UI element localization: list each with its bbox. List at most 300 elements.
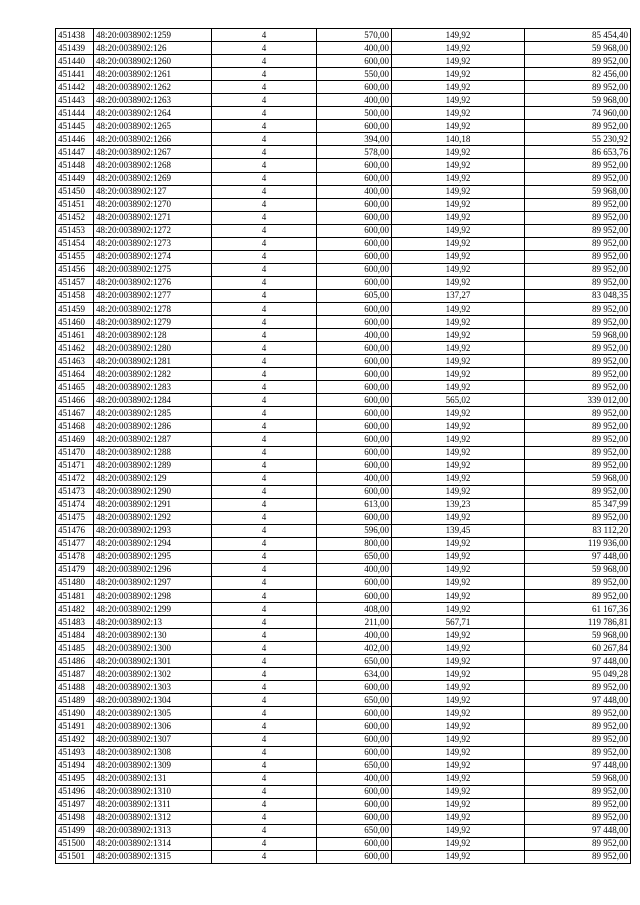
area-value-cell: 600,00 bbox=[317, 407, 392, 420]
cadastral-number-cell: 48:20:0038902:1300 bbox=[94, 642, 212, 655]
cadastral-number-cell: 48:20:0038902:1292 bbox=[94, 511, 212, 524]
table-row bbox=[56, 329, 631, 342]
table-row bbox=[56, 511, 631, 524]
area-value-cell: 600,00 bbox=[317, 590, 392, 603]
table-body bbox=[56, 29, 631, 864]
table-row bbox=[56, 824, 631, 837]
cadastral-value-cell: 89 952,00 bbox=[525, 159, 631, 172]
cadastral-value-cell: 97 448,00 bbox=[525, 694, 631, 707]
table-row bbox=[56, 655, 631, 668]
area-value-cell: 600,00 bbox=[317, 446, 392, 459]
row-number-cell: 451490 bbox=[56, 707, 94, 720]
row-number-cell: 451463 bbox=[56, 355, 94, 368]
area-value-cell: 400,00 bbox=[317, 563, 392, 576]
cadastral-number-cell: 48:20:0038902:128 bbox=[94, 329, 212, 342]
table-row bbox=[56, 603, 631, 616]
row-number-cell: 451438 bbox=[56, 29, 94, 42]
row-number-cell: 451486 bbox=[56, 655, 94, 668]
table-row bbox=[56, 68, 631, 81]
area-value-cell: 408,00 bbox=[317, 603, 392, 616]
table-row bbox=[56, 485, 631, 498]
area-value-cell: 600,00 bbox=[317, 433, 392, 446]
cadastral-number-cell: 48:20:0038902:1287 bbox=[94, 433, 212, 446]
cadastral-number-cell: 48:20:0038902:1305 bbox=[94, 707, 212, 720]
cadastral-value-cell: 89 952,00 bbox=[525, 211, 631, 224]
row-number-cell: 451464 bbox=[56, 368, 94, 381]
cadastral-number-cell: 48:20:0038902:1308 bbox=[94, 746, 212, 759]
category-code-cell: 4 bbox=[212, 629, 317, 642]
category-code-cell: 4 bbox=[212, 433, 317, 446]
rate-value-cell: 149,92 bbox=[392, 707, 525, 720]
rate-value-cell: 149,92 bbox=[392, 368, 525, 381]
rate-value-cell: 567,71 bbox=[392, 616, 525, 629]
category-code-cell: 4 bbox=[212, 655, 317, 668]
rate-value-cell: 149,92 bbox=[392, 446, 525, 459]
area-value-cell: 600,00 bbox=[317, 837, 392, 850]
rate-value-cell: 149,92 bbox=[392, 263, 525, 276]
category-code-cell: 4 bbox=[212, 172, 317, 185]
rate-value-cell: 149,92 bbox=[392, 681, 525, 694]
row-number-cell: 451479 bbox=[56, 563, 94, 576]
area-value-cell: 550,00 bbox=[317, 68, 392, 81]
cadastral-value-cell: 89 952,00 bbox=[525, 837, 631, 850]
cadastral-value-cell: 89 952,00 bbox=[525, 224, 631, 237]
rate-value-cell: 149,92 bbox=[392, 355, 525, 368]
category-code-cell: 4 bbox=[212, 576, 317, 589]
rate-value-cell: 565,02 bbox=[392, 394, 525, 407]
rate-value-cell: 149,92 bbox=[392, 746, 525, 759]
table-row bbox=[56, 459, 631, 472]
table-row bbox=[56, 746, 631, 759]
cadastral-value-cell: 89 952,00 bbox=[525, 237, 631, 250]
category-code-cell: 4 bbox=[212, 563, 317, 576]
cadastral-value-cell: 55 230,92 bbox=[525, 133, 631, 146]
cadastral-value-cell: 89 952,00 bbox=[525, 250, 631, 263]
cadastral-value-cell: 89 952,00 bbox=[525, 81, 631, 94]
row-number-cell: 451457 bbox=[56, 276, 94, 289]
rate-value-cell: 149,92 bbox=[392, 29, 525, 42]
cadastral-number-cell: 48:20:0038902:1266 bbox=[94, 133, 212, 146]
row-number-cell: 451466 bbox=[56, 394, 94, 407]
cadastral-value-cell: 89 952,00 bbox=[525, 316, 631, 329]
cadastral-value-cell: 89 952,00 bbox=[525, 368, 631, 381]
category-code-cell: 4 bbox=[212, 29, 317, 42]
table-row bbox=[56, 381, 631, 394]
category-code-cell: 4 bbox=[212, 81, 317, 94]
cadastral-value-cell: 85 347,99 bbox=[525, 498, 631, 511]
cadastral-number-cell: 48:20:0038902:1280 bbox=[94, 342, 212, 355]
row-number-cell: 451440 bbox=[56, 55, 94, 68]
rate-value-cell: 149,92 bbox=[392, 68, 525, 81]
row-number-cell: 451450 bbox=[56, 185, 94, 198]
category-code-cell: 4 bbox=[212, 537, 317, 550]
cadastral-number-cell: 48:20:0038902:1306 bbox=[94, 720, 212, 733]
rate-value-cell: 149,92 bbox=[392, 668, 525, 681]
cadastral-number-cell: 48:20:0038902:1307 bbox=[94, 733, 212, 746]
cadastral-value-cell: 85 454,40 bbox=[525, 29, 631, 42]
table-row bbox=[56, 42, 631, 55]
cadastral-number-cell: 48:20:0038902:1304 bbox=[94, 694, 212, 707]
row-number-cell: 451482 bbox=[56, 603, 94, 616]
area-value-cell: 600,00 bbox=[317, 55, 392, 68]
cadastral-number-cell: 48:20:0038902:1275 bbox=[94, 263, 212, 276]
row-number-cell: 451468 bbox=[56, 420, 94, 433]
row-number-cell: 451467 bbox=[56, 407, 94, 420]
rate-value-cell: 149,92 bbox=[392, 798, 525, 811]
row-number-cell: 451494 bbox=[56, 759, 94, 772]
table-row bbox=[56, 368, 631, 381]
category-code-cell: 4 bbox=[212, 237, 317, 250]
cadastral-number-cell: 48:20:0038902:129 bbox=[94, 472, 212, 485]
row-number-cell: 451480 bbox=[56, 576, 94, 589]
cadastral-value-cell: 97 448,00 bbox=[525, 759, 631, 772]
cadastral-number-cell: 48:20:0038902:1286 bbox=[94, 420, 212, 433]
row-number-cell: 451495 bbox=[56, 772, 94, 785]
area-value-cell: 600,00 bbox=[317, 276, 392, 289]
cadastral-value-cell: 119 936,00 bbox=[525, 537, 631, 550]
area-value-cell: 211,00 bbox=[317, 616, 392, 629]
cadastral-value-cell: 89 952,00 bbox=[525, 681, 631, 694]
rate-value-cell: 149,92 bbox=[392, 511, 525, 524]
row-number-cell: 451501 bbox=[56, 850, 94, 863]
cadastral-value-cell: 89 952,00 bbox=[525, 446, 631, 459]
row-number-cell: 451447 bbox=[56, 146, 94, 159]
row-number-cell: 451459 bbox=[56, 302, 94, 315]
cadastral-value-cell: 89 952,00 bbox=[525, 355, 631, 368]
table-row bbox=[56, 316, 631, 329]
cadastral-number-cell: 48:20:0038902:1284 bbox=[94, 394, 212, 407]
category-code-cell: 4 bbox=[212, 211, 317, 224]
rate-value-cell: 149,92 bbox=[392, 302, 525, 315]
row-number-cell: 451478 bbox=[56, 550, 94, 563]
cadastral-value-cell: 89 952,00 bbox=[525, 342, 631, 355]
category-code-cell: 4 bbox=[212, 146, 317, 159]
table-row bbox=[56, 94, 631, 107]
category-code-cell: 4 bbox=[212, 250, 317, 263]
category-code-cell: 4 bbox=[212, 224, 317, 237]
table-row bbox=[56, 237, 631, 250]
row-number-cell: 451484 bbox=[56, 629, 94, 642]
cadastral-value-cell: 83 112,20 bbox=[525, 524, 631, 537]
cadastral-number-cell: 48:20:0038902:1279 bbox=[94, 316, 212, 329]
area-value-cell: 400,00 bbox=[317, 42, 392, 55]
table-row bbox=[56, 276, 631, 289]
rate-value-cell: 149,92 bbox=[392, 472, 525, 485]
rate-value-cell: 149,92 bbox=[392, 276, 525, 289]
table-row bbox=[56, 590, 631, 603]
cadastral-number-cell: 48:20:0038902:131 bbox=[94, 772, 212, 785]
row-number-cell: 451483 bbox=[56, 616, 94, 629]
area-value-cell: 600,00 bbox=[317, 811, 392, 824]
row-number-cell: 451470 bbox=[56, 446, 94, 459]
rate-value-cell: 149,92 bbox=[392, 655, 525, 668]
category-code-cell: 4 bbox=[212, 850, 317, 863]
cadastral-number-cell: 48:20:0038902:1267 bbox=[94, 146, 212, 159]
cadastral-value-cell: 59 968,00 bbox=[525, 42, 631, 55]
cadastral-value-cell: 59 968,00 bbox=[525, 94, 631, 107]
cadastral-value-cell: 89 952,00 bbox=[525, 733, 631, 746]
cadastral-value-cell: 89 952,00 bbox=[525, 590, 631, 603]
row-number-cell: 451485 bbox=[56, 642, 94, 655]
area-value-cell: 600,00 bbox=[317, 172, 392, 185]
rate-value-cell: 140,18 bbox=[392, 133, 525, 146]
rate-value-cell: 149,92 bbox=[392, 120, 525, 133]
category-code-cell: 4 bbox=[212, 603, 317, 616]
area-value-cell: 400,00 bbox=[317, 94, 392, 107]
cadastral-number-cell: 48:20:0038902:1265 bbox=[94, 120, 212, 133]
cadastral-number-cell: 48:20:0038902:1297 bbox=[94, 576, 212, 589]
table-row bbox=[56, 668, 631, 681]
category-code-cell: 4 bbox=[212, 276, 317, 289]
category-code-cell: 4 bbox=[212, 302, 317, 315]
table-row bbox=[56, 224, 631, 237]
cadastral-number-cell: 48:20:0038902:1270 bbox=[94, 198, 212, 211]
table-row bbox=[56, 394, 631, 407]
cadastral-number-cell: 48:20:0038902:1313 bbox=[94, 824, 212, 837]
rate-value-cell: 149,92 bbox=[392, 381, 525, 394]
rate-value-cell: 149,92 bbox=[392, 629, 525, 642]
rate-value-cell: 149,92 bbox=[392, 642, 525, 655]
table-row bbox=[56, 785, 631, 798]
cadastral-number-cell: 48:20:0038902:1293 bbox=[94, 524, 212, 537]
area-value-cell: 600,00 bbox=[317, 263, 392, 276]
category-code-cell: 4 bbox=[212, 590, 317, 603]
row-number-cell: 451460 bbox=[56, 316, 94, 329]
table-row bbox=[56, 185, 631, 198]
cadastral-number-cell: 48:20:0038902:1281 bbox=[94, 355, 212, 368]
cadastral-number-cell: 48:20:0038902:1295 bbox=[94, 550, 212, 563]
area-value-cell: 613,00 bbox=[317, 498, 392, 511]
category-code-cell: 4 bbox=[212, 407, 317, 420]
table-row bbox=[56, 211, 631, 224]
area-value-cell: 600,00 bbox=[317, 302, 392, 315]
rate-value-cell: 149,92 bbox=[392, 146, 525, 159]
table-row bbox=[56, 55, 631, 68]
area-value-cell: 400,00 bbox=[317, 629, 392, 642]
area-value-cell: 650,00 bbox=[317, 550, 392, 563]
row-number-cell: 451444 bbox=[56, 107, 94, 120]
row-number-cell: 451449 bbox=[56, 172, 94, 185]
cadastral-value-cell: 89 952,00 bbox=[525, 172, 631, 185]
rate-value-cell: 149,92 bbox=[392, 407, 525, 420]
row-number-cell: 451496 bbox=[56, 785, 94, 798]
area-value-cell: 600,00 bbox=[317, 511, 392, 524]
row-number-cell: 451489 bbox=[56, 694, 94, 707]
cadastral-value-cell: 89 952,00 bbox=[525, 420, 631, 433]
area-value-cell: 500,00 bbox=[317, 107, 392, 120]
category-code-cell: 4 bbox=[212, 498, 317, 511]
area-value-cell: 600,00 bbox=[317, 420, 392, 433]
rate-value-cell: 149,92 bbox=[392, 694, 525, 707]
category-code-cell: 4 bbox=[212, 485, 317, 498]
cadastral-value-cell: 59 968,00 bbox=[525, 472, 631, 485]
row-number-cell: 451442 bbox=[56, 81, 94, 94]
cadastral-number-cell: 48:20:0038902:1285 bbox=[94, 407, 212, 420]
row-number-cell: 451443 bbox=[56, 94, 94, 107]
cadastral-value-cell: 89 952,00 bbox=[525, 511, 631, 524]
table-row bbox=[56, 563, 631, 576]
cadastral-number-cell: 48:20:0038902:1282 bbox=[94, 368, 212, 381]
category-code-cell: 4 bbox=[212, 707, 317, 720]
area-value-cell: 600,00 bbox=[317, 368, 392, 381]
area-value-cell: 600,00 bbox=[317, 459, 392, 472]
area-value-cell: 600,00 bbox=[317, 485, 392, 498]
table-row bbox=[56, 720, 631, 733]
cadastral-value-cell: 97 448,00 bbox=[525, 550, 631, 563]
rate-value-cell: 149,92 bbox=[392, 485, 525, 498]
cadastral-value-cell: 89 952,00 bbox=[525, 198, 631, 211]
area-value-cell: 600,00 bbox=[317, 342, 392, 355]
row-number-cell: 451439 bbox=[56, 42, 94, 55]
category-code-cell: 4 bbox=[212, 68, 317, 81]
rate-value-cell: 139,23 bbox=[392, 498, 525, 511]
category-code-cell: 4 bbox=[212, 120, 317, 133]
area-value-cell: 600,00 bbox=[317, 381, 392, 394]
category-code-cell: 4 bbox=[212, 811, 317, 824]
row-number-cell: 451491 bbox=[56, 720, 94, 733]
cadastral-number-cell: 48:20:0038902:1289 bbox=[94, 459, 212, 472]
area-value-cell: 650,00 bbox=[317, 655, 392, 668]
table-row bbox=[56, 133, 631, 146]
area-value-cell: 400,00 bbox=[317, 772, 392, 785]
cadastral-value-cell: 89 952,00 bbox=[525, 120, 631, 133]
category-code-cell: 4 bbox=[212, 198, 317, 211]
category-code-cell: 4 bbox=[212, 316, 317, 329]
cadastral-number-cell: 48:20:0038902:130 bbox=[94, 629, 212, 642]
category-code-cell: 4 bbox=[212, 759, 317, 772]
cadastral-value-cell: 97 448,00 bbox=[525, 655, 631, 668]
cadastral-number-cell: 48:20:0038902:1298 bbox=[94, 590, 212, 603]
area-value-cell: 600,00 bbox=[317, 237, 392, 250]
category-code-cell: 4 bbox=[212, 263, 317, 276]
category-code-cell: 4 bbox=[212, 420, 317, 433]
category-code-cell: 4 bbox=[212, 394, 317, 407]
rate-value-cell: 149,92 bbox=[392, 733, 525, 746]
area-value-cell: 400,00 bbox=[317, 472, 392, 485]
category-code-cell: 4 bbox=[212, 342, 317, 355]
category-code-cell: 4 bbox=[212, 733, 317, 746]
rate-value-cell: 149,92 bbox=[392, 433, 525, 446]
cadastral-number-cell: 48:20:0038902:1294 bbox=[94, 537, 212, 550]
table-row bbox=[56, 694, 631, 707]
category-code-cell: 4 bbox=[212, 472, 317, 485]
cadastral-number-cell: 48:20:0038902:126 bbox=[94, 42, 212, 55]
area-value-cell: 600,00 bbox=[317, 733, 392, 746]
row-number-cell: 451492 bbox=[56, 733, 94, 746]
cadastral-number-cell: 48:20:0038902:1273 bbox=[94, 237, 212, 250]
area-value-cell: 600,00 bbox=[317, 224, 392, 237]
area-value-cell: 600,00 bbox=[317, 785, 392, 798]
row-number-cell: 451497 bbox=[56, 798, 94, 811]
cadastral-value-cell: 89 952,00 bbox=[525, 381, 631, 394]
row-number-cell: 451488 bbox=[56, 681, 94, 694]
cadastral-number-cell: 48:20:0038902:1262 bbox=[94, 81, 212, 94]
category-code-cell: 4 bbox=[212, 824, 317, 837]
cadastral-number-cell: 48:20:0038902:1309 bbox=[94, 759, 212, 772]
rate-value-cell: 149,92 bbox=[392, 537, 525, 550]
rate-value-cell: 149,92 bbox=[392, 550, 525, 563]
table-row bbox=[56, 733, 631, 746]
area-value-cell: 600,00 bbox=[317, 81, 392, 94]
area-value-cell: 600,00 bbox=[317, 707, 392, 720]
cadastral-value-cell: 59 968,00 bbox=[525, 329, 631, 342]
cadastral-number-cell: 48:20:0038902:1288 bbox=[94, 446, 212, 459]
area-value-cell: 600,00 bbox=[317, 576, 392, 589]
cadastral-number-cell: 48:20:0038902:1269 bbox=[94, 172, 212, 185]
row-number-cell: 451473 bbox=[56, 485, 94, 498]
rate-value-cell: 149,92 bbox=[392, 720, 525, 733]
table-row bbox=[56, 29, 631, 42]
rate-value-cell: 149,92 bbox=[392, 250, 525, 263]
rate-value-cell: 149,92 bbox=[392, 603, 525, 616]
category-code-cell: 4 bbox=[212, 616, 317, 629]
row-number-cell: 451446 bbox=[56, 133, 94, 146]
row-number-cell: 451474 bbox=[56, 498, 94, 511]
cadastral-value-cell: 89 952,00 bbox=[525, 785, 631, 798]
category-code-cell: 4 bbox=[212, 159, 317, 172]
row-number-cell: 451481 bbox=[56, 590, 94, 603]
area-value-cell: 650,00 bbox=[317, 824, 392, 837]
row-number-cell: 451500 bbox=[56, 837, 94, 850]
table-row bbox=[56, 811, 631, 824]
row-number-cell: 451452 bbox=[56, 211, 94, 224]
row-number-cell: 451465 bbox=[56, 381, 94, 394]
cadastral-value-cell: 82 456,00 bbox=[525, 68, 631, 81]
rate-value-cell: 149,92 bbox=[392, 759, 525, 772]
table-row bbox=[56, 837, 631, 850]
table-row bbox=[56, 198, 631, 211]
category-code-cell: 4 bbox=[212, 746, 317, 759]
area-value-cell: 650,00 bbox=[317, 694, 392, 707]
cadastral-number-cell: 48:20:0038902:1276 bbox=[94, 276, 212, 289]
table-row bbox=[56, 472, 631, 485]
table-row bbox=[56, 446, 631, 459]
cadastral-value-cell: 89 952,00 bbox=[525, 850, 631, 863]
area-value-cell: 634,00 bbox=[317, 668, 392, 681]
cadastral-number-cell: 48:20:0038902:1277 bbox=[94, 289, 212, 302]
rate-value-cell: 149,92 bbox=[392, 237, 525, 250]
row-number-cell: 451469 bbox=[56, 433, 94, 446]
table-row bbox=[56, 407, 631, 420]
cadastral-value-cell: 89 952,00 bbox=[525, 811, 631, 824]
table-row bbox=[56, 159, 631, 172]
rate-value-cell: 149,92 bbox=[392, 224, 525, 237]
category-code-cell: 4 bbox=[212, 511, 317, 524]
rate-value-cell: 149,92 bbox=[392, 772, 525, 785]
rate-value-cell: 149,92 bbox=[392, 837, 525, 850]
category-code-cell: 4 bbox=[212, 642, 317, 655]
cadastral-number-cell: 48:20:0038902:1268 bbox=[94, 159, 212, 172]
rate-value-cell: 149,92 bbox=[392, 785, 525, 798]
area-value-cell: 600,00 bbox=[317, 159, 392, 172]
table-row bbox=[56, 550, 631, 563]
cadastral-value-cell: 59 968,00 bbox=[525, 563, 631, 576]
row-number-cell: 451462 bbox=[56, 342, 94, 355]
area-value-cell: 600,00 bbox=[317, 198, 392, 211]
area-value-cell: 600,00 bbox=[317, 355, 392, 368]
cadastral-number-cell: 48:20:0038902:1272 bbox=[94, 224, 212, 237]
cadastral-value-cell: 89 952,00 bbox=[525, 407, 631, 420]
rate-value-cell: 149,92 bbox=[392, 107, 525, 120]
category-code-cell: 4 bbox=[212, 368, 317, 381]
cadastral-value-cell: 89 952,00 bbox=[525, 302, 631, 315]
cadastral-value-cell: 86 653,76 bbox=[525, 146, 631, 159]
row-number-cell: 451451 bbox=[56, 198, 94, 211]
rate-value-cell: 137,27 bbox=[392, 289, 525, 302]
category-code-cell: 4 bbox=[212, 381, 317, 394]
cadastral-number-cell: 48:20:0038902:1299 bbox=[94, 603, 212, 616]
category-code-cell: 4 bbox=[212, 668, 317, 681]
